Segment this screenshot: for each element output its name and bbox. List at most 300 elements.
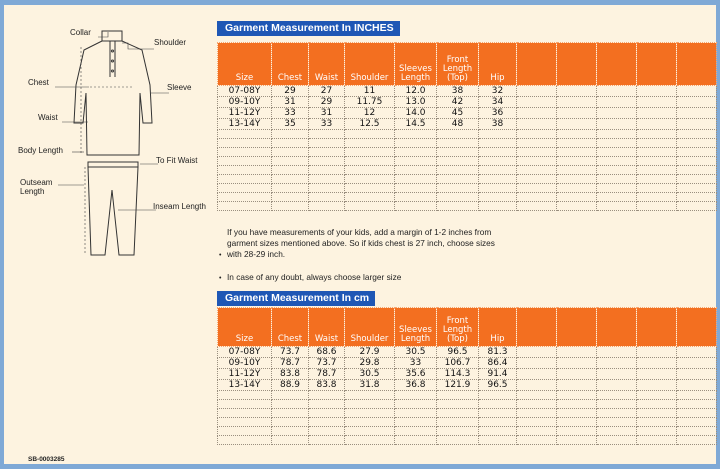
inches-size-cell: 13-14Y [218, 119, 272, 130]
inches-empty-cell [218, 148, 272, 157]
sizing-notes [219, 227, 509, 283]
inches-empty-header [597, 43, 637, 86]
inches-value-cell: 29 [272, 86, 309, 97]
inches-empty-cell [395, 148, 437, 157]
cm-column-header: Size [218, 308, 272, 347]
inches-empty-cell [395, 157, 437, 166]
inches-empty-cell [395, 130, 437, 139]
inches-empty-cell [309, 148, 345, 157]
cm-section-title: Garment Measurement In cm [217, 291, 375, 306]
cm-empty-cell [637, 347, 677, 358]
inches-empty-cell [597, 148, 637, 157]
inches-empty-cell [345, 193, 395, 202]
inches-empty-cell [309, 166, 345, 175]
inches-empty-row [218, 193, 717, 202]
inches-empty-cell [218, 193, 272, 202]
inches-column-header: Size [218, 43, 272, 86]
inches-empty-cell [517, 108, 557, 119]
inches-empty-cell [395, 202, 437, 211]
cm-value-cell: 73.7 [309, 358, 345, 369]
inches-value-cell: 33 [272, 108, 309, 119]
inches-empty-cell [218, 166, 272, 175]
cm-value-cell: 78.7 [309, 369, 345, 380]
inches-empty-cell [557, 184, 597, 193]
inches-empty-cell [479, 202, 517, 211]
cm-table-row [218, 358, 717, 369]
inches-empty-row [218, 175, 717, 184]
inches-empty-cell [309, 175, 345, 184]
cm-empty-cell [517, 347, 557, 358]
cm-empty-cell [218, 427, 272, 436]
inches-value-cell: 32 [479, 86, 517, 97]
inches-empty-cell [272, 148, 309, 157]
inches-empty-cell [557, 157, 597, 166]
cm-empty-cell [395, 400, 437, 409]
cm-empty-cell [597, 409, 637, 418]
inches-empty-cell [517, 130, 557, 139]
inches-empty-cell [395, 139, 437, 148]
outseam-length-label: Outseam Length [20, 178, 53, 196]
inches-empty-cell [677, 184, 717, 193]
inches-empty-cell [677, 148, 717, 157]
inches-empty-cell [637, 119, 677, 130]
inches-empty-cell [218, 139, 272, 148]
inches-empty-cell [557, 86, 597, 97]
inches-table-row [218, 119, 717, 130]
inches-empty-cell [637, 130, 677, 139]
cm-empty-cell [677, 380, 717, 391]
inches-value-cell: 12.5 [345, 119, 395, 130]
inches-empty-cell [309, 157, 345, 166]
cm-empty-cell [677, 391, 717, 400]
inches-empty-cell [597, 139, 637, 148]
cm-empty-cell [597, 380, 637, 391]
inches-value-cell: 34 [479, 97, 517, 108]
inches-empty-cell [557, 175, 597, 184]
inches-empty-cell [479, 130, 517, 139]
inches-empty-row [218, 148, 717, 157]
cm-empty-cell [517, 358, 557, 369]
cm-empty-cell [677, 347, 717, 358]
cm-empty-cell [557, 436, 597, 445]
inches-empty-cell [677, 108, 717, 119]
inches-empty-cell [395, 184, 437, 193]
cm-empty-cell [557, 391, 597, 400]
inches-empty-cell [517, 119, 557, 130]
inches-value-cell: 42 [437, 97, 479, 108]
cm-empty-cell [677, 427, 717, 436]
cm-empty-header [597, 308, 637, 347]
inches-empty-cell [597, 175, 637, 184]
inches-empty-cell [557, 193, 597, 202]
inches-empty-cell [479, 148, 517, 157]
inches-empty-cell [272, 184, 309, 193]
inches-value-cell: 14.0 [395, 108, 437, 119]
inches-value-cell: 31 [309, 108, 345, 119]
inches-size-cell: 07-08Y [218, 86, 272, 97]
cm-value-cell: 86.4 [479, 358, 517, 369]
cm-empty-cell [345, 436, 395, 445]
cm-empty-cell [309, 418, 345, 427]
cm-value-cell: 35.6 [395, 369, 437, 380]
body-length-label: Body Length [18, 146, 63, 155]
inches-column-header: Waist [309, 43, 345, 86]
inches-header-row [218, 43, 717, 86]
inches-empty-cell [479, 193, 517, 202]
inches-empty-cell [437, 130, 479, 139]
cm-empty-cell [557, 418, 597, 427]
inches-empty-cell [437, 202, 479, 211]
cm-empty-cell [309, 427, 345, 436]
inches-empty-cell [597, 184, 637, 193]
inches-empty-row [218, 157, 717, 166]
cm-size-cell: 11-12Y [218, 369, 272, 380]
inches-empty-cell [597, 193, 637, 202]
inches-size-cell: 11-12Y [218, 108, 272, 119]
inches-empty-header [517, 43, 557, 86]
cm-empty-cell [345, 418, 395, 427]
cm-value-cell: 83.8 [272, 369, 309, 380]
cm-empty-cell [479, 436, 517, 445]
cm-empty-cell [557, 358, 597, 369]
inches-column-header: Chest [272, 43, 309, 86]
cm-empty-cell [597, 427, 637, 436]
cm-value-cell: 33 [395, 358, 437, 369]
cm-empty-cell [557, 409, 597, 418]
inches-empty-cell [437, 193, 479, 202]
inches-empty-cell [517, 175, 557, 184]
inches-value-cell: 11 [345, 86, 395, 97]
inches-empty-cell [637, 175, 677, 184]
inches-value-cell: 27 [309, 86, 345, 97]
cm-empty-cell [309, 409, 345, 418]
cm-empty-cell [395, 418, 437, 427]
inches-empty-cell [517, 148, 557, 157]
inches-empty-cell [345, 166, 395, 175]
inches-empty-cell [677, 193, 717, 202]
inches-empty-cell [345, 139, 395, 148]
cm-value-cell: 68.6 [309, 347, 345, 358]
cm-empty-cell [395, 427, 437, 436]
inches-empty-cell [479, 166, 517, 175]
cm-empty-cell [637, 369, 677, 380]
inches-empty-cell [395, 193, 437, 202]
inches-empty-cell [517, 157, 557, 166]
cm-empty-cell [637, 400, 677, 409]
inches-empty-cell [309, 139, 345, 148]
inches-empty-cell [345, 148, 395, 157]
cm-value-cell: 31.8 [345, 380, 395, 391]
cm-empty-cell [637, 427, 677, 436]
cm-empty-cell [437, 400, 479, 409]
cm-empty-cell [637, 418, 677, 427]
inches-empty-cell [272, 202, 309, 211]
inches-empty-cell [218, 202, 272, 211]
inches-empty-cell [517, 202, 557, 211]
cm-column-header: Hip [479, 308, 517, 347]
cm-empty-cell [437, 391, 479, 400]
cm-empty-cell [517, 409, 557, 418]
cm-empty-cell [557, 347, 597, 358]
inches-empty-cell [637, 86, 677, 97]
inches-empty-cell [637, 108, 677, 119]
cm-empty-cell [597, 418, 637, 427]
inches-empty-cell [597, 130, 637, 139]
cm-size-cell: 07-08Y [218, 347, 272, 358]
inches-column-header: Front Length (Top) [437, 43, 479, 86]
inches-empty-cell [345, 130, 395, 139]
inches-empty-cell [395, 175, 437, 184]
cm-empty-cell [557, 380, 597, 391]
inches-column-header: Hip [479, 43, 517, 86]
inches-empty-cell [637, 97, 677, 108]
cm-empty-cell [637, 409, 677, 418]
inches-empty-cell [557, 97, 597, 108]
cm-value-cell: 121.9 [437, 380, 479, 391]
inches-value-cell: 33 [309, 119, 345, 130]
cm-empty-cell [597, 400, 637, 409]
cm-empty-cell [517, 436, 557, 445]
inches-empty-cell [557, 130, 597, 139]
cm-empty-header [557, 308, 597, 347]
inches-empty-cell [597, 108, 637, 119]
cm-empty-cell [677, 358, 717, 369]
inches-table-row [218, 97, 717, 108]
inches-empty-cell [218, 175, 272, 184]
inches-value-cell: 29 [309, 97, 345, 108]
cm-empty-cell [677, 436, 717, 445]
inches-empty-cell [345, 184, 395, 193]
cm-value-cell: 88.9 [272, 380, 309, 391]
inches-empty-cell [637, 139, 677, 148]
inches-empty-cell [218, 184, 272, 193]
inches-empty-cell [677, 139, 717, 148]
inches-value-cell: 11.75 [345, 97, 395, 108]
inches-empty-cell [557, 108, 597, 119]
sleeve-label: Sleeve [167, 83, 192, 92]
cm-value-cell: 30.5 [345, 369, 395, 380]
inches-empty-cell [437, 175, 479, 184]
inches-empty-cell [677, 86, 717, 97]
inches-empty-cell [517, 139, 557, 148]
cm-size-cell: 13-14Y [218, 380, 272, 391]
cm-size-cell: 09-10Y [218, 358, 272, 369]
cm-empty-row [218, 418, 717, 427]
cm-empty-cell [677, 369, 717, 380]
cm-empty-header [677, 308, 717, 347]
shoulder-label: Shoulder [154, 38, 187, 47]
cm-empty-cell [345, 427, 395, 436]
inches-empty-cell [637, 148, 677, 157]
inches-empty-cell [272, 166, 309, 175]
cm-empty-cell [345, 391, 395, 400]
garment-diagram [4, 5, 214, 465]
size-chart-sheet [4, 5, 716, 464]
inches-empty-header [637, 43, 677, 86]
inches-empty-cell [479, 139, 517, 148]
inches-empty-cell [597, 97, 637, 108]
to-fit-waist-label: To Fit Waist [156, 156, 198, 165]
cm-table-row [218, 380, 717, 391]
inches-column-header: Sleeves Length [395, 43, 437, 86]
cm-empty-cell [597, 391, 637, 400]
inches-empty-cell [517, 193, 557, 202]
cm-empty-cell [637, 391, 677, 400]
cm-value-cell: 29.8 [345, 358, 395, 369]
cm-empty-row [218, 436, 717, 445]
cm-empty-row [218, 409, 717, 418]
inches-empty-row [218, 130, 717, 139]
cm-empty-cell [218, 391, 272, 400]
cm-value-cell: 81.3 [479, 347, 517, 358]
cm-empty-cell [517, 400, 557, 409]
cm-empty-cell [345, 400, 395, 409]
inches-empty-cell [597, 202, 637, 211]
inches-empty-cell [272, 157, 309, 166]
inches-table-row [218, 108, 717, 119]
inches-empty-cell [479, 184, 517, 193]
cm-empty-cell [637, 358, 677, 369]
bullet-icon: • [219, 275, 222, 282]
cm-empty-cell [597, 358, 637, 369]
inches-empty-cell [309, 184, 345, 193]
cm-empty-cell [479, 400, 517, 409]
inches-value-cell: 14.5 [395, 119, 437, 130]
inches-empty-cell [677, 157, 717, 166]
cm-empty-cell [272, 400, 309, 409]
inches-empty-cell [637, 184, 677, 193]
inches-table-row [218, 86, 717, 97]
cm-value-cell: 30.5 [395, 347, 437, 358]
inches-empty-cell [272, 130, 309, 139]
bullet-icon: • [219, 252, 222, 259]
cm-empty-cell [677, 418, 717, 427]
inches-empty-cell [637, 202, 677, 211]
inches-column-header: Shoulder [345, 43, 395, 86]
inches-empty-cell [677, 97, 717, 108]
cm-empty-cell [557, 400, 597, 409]
inches-empty-cell [345, 202, 395, 211]
inches-empty-cell [309, 130, 345, 139]
cm-empty-row [218, 400, 717, 409]
inches-empty-cell [345, 157, 395, 166]
inches-table [217, 42, 716, 211]
inches-empty-cell [272, 193, 309, 202]
note-doubt: • In case of any doubt, always choose larger size [219, 272, 402, 282]
inches-empty-row [218, 166, 717, 175]
product-code: SB-0003285 [28, 456, 65, 463]
inches-empty-cell [637, 193, 677, 202]
cm-empty-header [517, 308, 557, 347]
cm-column-header: Waist [309, 308, 345, 347]
cm-empty-cell [517, 418, 557, 427]
cm-empty-cell [557, 369, 597, 380]
cm-empty-cell [309, 391, 345, 400]
cm-empty-cell [309, 436, 345, 445]
inches-empty-cell [597, 157, 637, 166]
inches-empty-cell [517, 184, 557, 193]
inches-empty-cell [218, 157, 272, 166]
inches-empty-cell [218, 130, 272, 139]
cm-empty-cell [479, 418, 517, 427]
cm-empty-header [637, 308, 677, 347]
inches-size-cell: 09-10Y [218, 97, 272, 108]
inches-empty-cell [272, 175, 309, 184]
inches-empty-row [218, 202, 717, 211]
inches-empty-cell [309, 193, 345, 202]
cm-empty-cell [437, 409, 479, 418]
inches-empty-cell [517, 166, 557, 175]
cm-empty-cell [395, 391, 437, 400]
cm-empty-cell [479, 409, 517, 418]
cm-empty-cell [677, 400, 717, 409]
cm-table [217, 307, 716, 445]
inches-empty-cell [557, 202, 597, 211]
inches-empty-cell [437, 148, 479, 157]
cm-empty-cell [597, 347, 637, 358]
cm-value-cell: 96.5 [479, 380, 517, 391]
cm-column-header: Sleeves Length [395, 308, 437, 347]
cm-empty-cell [272, 418, 309, 427]
chest-label: Chest [28, 78, 49, 87]
inches-empty-cell [437, 166, 479, 175]
inches-value-cell: 38 [479, 119, 517, 130]
inches-empty-cell [557, 139, 597, 148]
inches-empty-row [218, 139, 717, 148]
inches-value-cell: 45 [437, 108, 479, 119]
inches-empty-cell [557, 119, 597, 130]
inches-empty-cell [557, 166, 597, 175]
cm-empty-cell [637, 380, 677, 391]
cm-empty-cell [272, 409, 309, 418]
inches-empty-cell [677, 130, 717, 139]
cm-empty-cell [395, 436, 437, 445]
inches-empty-cell [345, 175, 395, 184]
cm-empty-cell [309, 400, 345, 409]
cm-value-cell: 73.7 [272, 347, 309, 358]
inches-empty-cell [479, 175, 517, 184]
cm-empty-cell [272, 436, 309, 445]
cm-value-cell: 114.3 [437, 369, 479, 380]
inches-empty-cell [309, 202, 345, 211]
cm-table-row [218, 347, 717, 358]
waist-label: Waist [38, 113, 58, 122]
inches-value-cell: 12.0 [395, 86, 437, 97]
inches-empty-cell [437, 139, 479, 148]
inches-empty-cell [517, 86, 557, 97]
inches-empty-header [677, 43, 717, 86]
cm-empty-cell [218, 418, 272, 427]
inches-empty-cell [597, 166, 637, 175]
cm-value-cell: 78.7 [272, 358, 309, 369]
cm-empty-cell [517, 380, 557, 391]
cm-empty-cell [395, 409, 437, 418]
inches-empty-cell [597, 86, 637, 97]
note-margin: • If you have measurements of your kids, add a margin of 1-2 inches from garment sizes mentioned above. So if kids chest is 27 inch, choose sizes with 28-29 inch. [219, 227, 495, 259]
cm-empty-cell [218, 436, 272, 445]
cm-empty-cell [218, 409, 272, 418]
cm-empty-cell [437, 427, 479, 436]
cm-value-cell: 83.8 [309, 380, 345, 391]
inches-empty-header [557, 43, 597, 86]
cm-empty-cell [597, 436, 637, 445]
cm-empty-cell [437, 436, 479, 445]
cm-column-header: Front Length (Top) [437, 308, 479, 347]
inches-empty-row [218, 184, 717, 193]
cm-empty-cell [637, 436, 677, 445]
inches-value-cell: 13.0 [395, 97, 437, 108]
inches-value-cell: 38 [437, 86, 479, 97]
